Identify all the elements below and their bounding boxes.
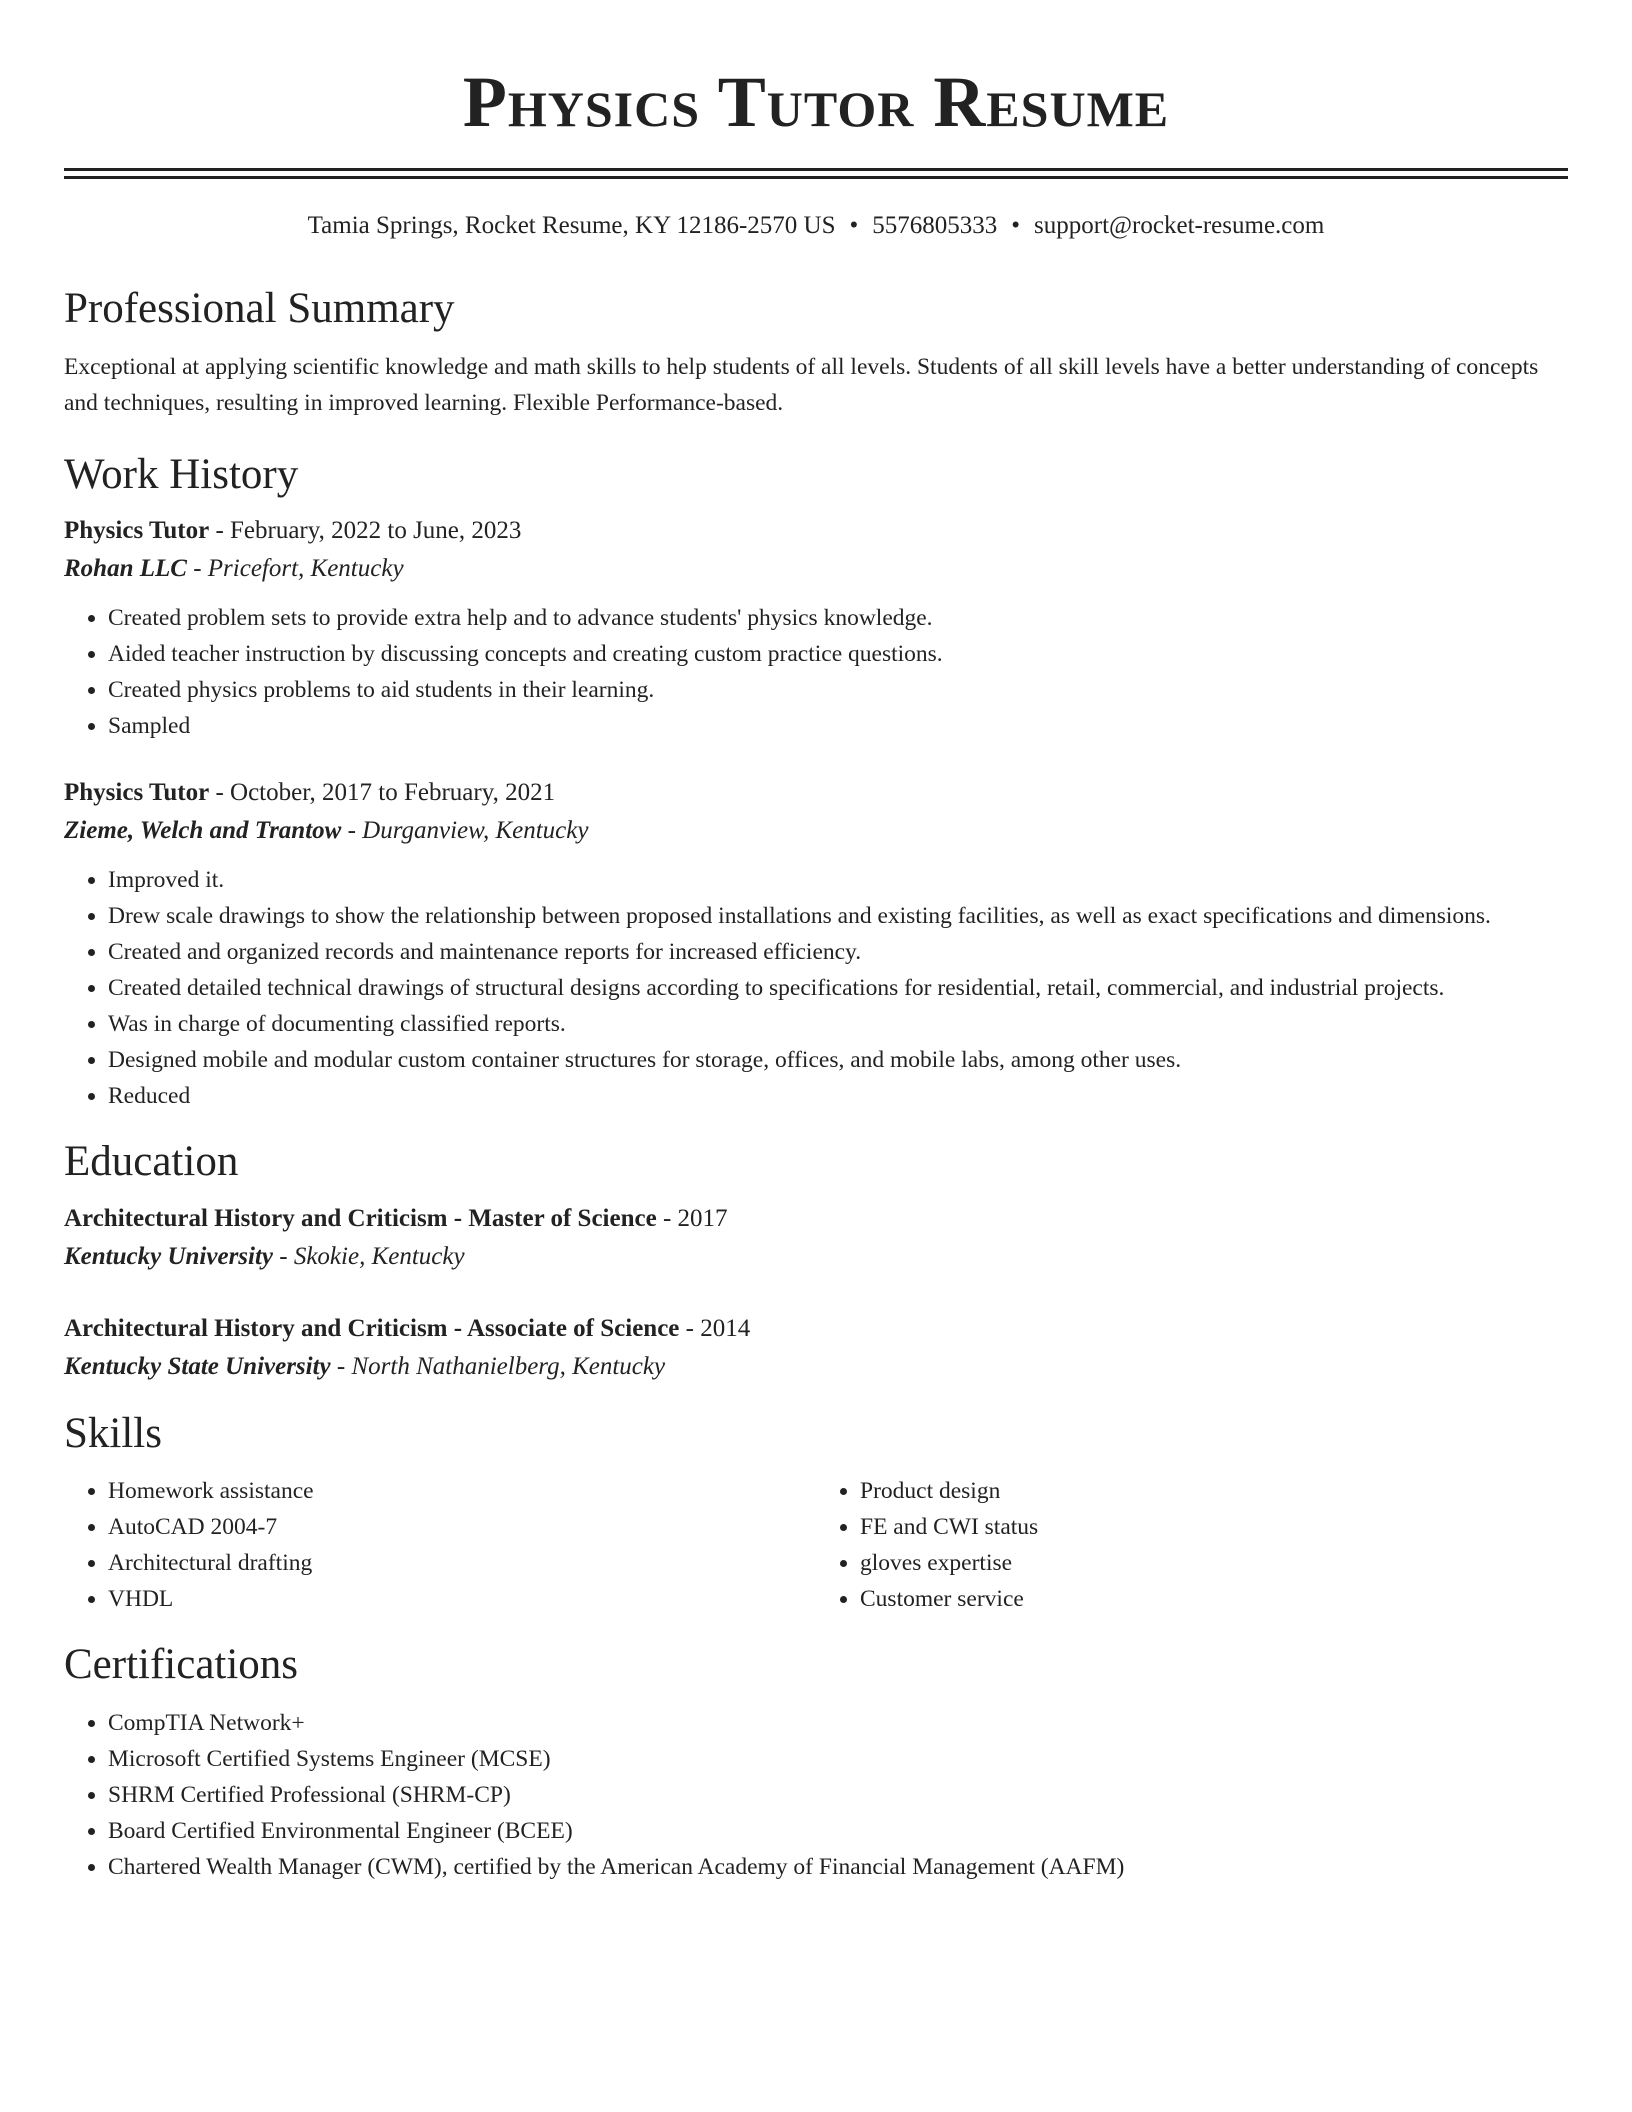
contact-email[interactable]: support@rocket-resume.com [1034,212,1325,239]
job-company: Zieme, Welch and Trantow [64,817,342,845]
education-year: - 2014 [679,1314,751,1342]
job-location: - Durganview, Kentucky [341,817,589,845]
education-degree-line [64,1310,1568,1348]
contact-address: Tamia Springs, Rocket Resume, KY 12186-2570 US [307,212,836,239]
skill-item: • FE and CWI status [860,1509,1568,1545]
certifications-list [64,1705,1568,1885]
job-bullets [64,862,1568,1114]
skills-list-right [816,1473,1568,1617]
resume-title: Physics Tutor Resume [462,62,1170,142]
title-double-rule [64,168,1568,179]
job-bullet: • Drew scale drawings to show the relationship between proposed installations and existing facilities, as well as exact specifications and dimensions. [108,898,1568,934]
job-bullet: • Created physics problems to aid students in their learning. [108,672,1568,708]
certification-item: • Board Certified Environmental Engineer (BCEE) [108,1813,1568,1849]
certification-item: • CompTIA Network+ [108,1705,1568,1741]
contact-separator: • [1011,212,1021,239]
education-degree: Architectural History and Criticism - Associate of Science [64,1314,680,1342]
job-bullet: • Improved it. [108,862,1568,898]
job-company: Rohan LLC [64,555,187,583]
job-entry [64,512,1568,744]
job-title: Physics Tutor [64,517,210,545]
job-bullets [64,600,1568,744]
education-school-line [64,1348,1568,1386]
education-entry [64,1310,1568,1386]
education-school-line [64,1238,1568,1276]
job-bullet: • Created problem sets to provide extra help and to advance students' physics knowledge. [108,600,1568,636]
job-title-line [64,512,1568,550]
contact-separator: • [849,212,859,239]
skill-item: • Customer service [860,1581,1568,1617]
education-school: Kentucky University [64,1242,274,1270]
summary-text: Exceptional at applying scientific knowledge and math skills to help students of all levels. Students of all skill levels have a better understanding of concepts and techniques, resulting in improved learning. Flexible Performance-based. [64,353,1539,416]
skill-item: • gloves expertise [860,1545,1568,1581]
job-company-line [64,812,1568,850]
job-bullet: • Aided teacher instruction by discussing concepts and creating custom practice questions. [108,636,1568,672]
education-degree: Architectural History and Criticism - Master of Science [64,1204,657,1232]
job-title-line [64,774,1568,812]
job-dates: - February, 2022 to June, 2023 [209,517,522,545]
skill-item: • Product design [860,1473,1568,1509]
job-bullet: • Designed mobile and modular custom container structures for storage, offices, and mobile labs, among other uses. [108,1042,1568,1078]
job-location: - Pricefort, Kentucky [186,555,404,583]
education-year: - 2017 [656,1204,728,1232]
education-degree-line [64,1200,1568,1238]
skill-item: • VHDL [108,1581,816,1617]
contact-line [64,211,1568,241]
education-location: - North Nathanielberg, Kentucky [330,1352,666,1380]
contact-phone: 5576805333 [872,212,998,239]
job-bullet: • Was in charge of documenting classified reports. [108,1006,1568,1042]
job-company-line [64,550,1568,588]
education-school: Kentucky State University [64,1352,331,1380]
skills-columns [64,1473,1568,1617]
job-dates: - October, 2017 to February, 2021 [209,779,556,807]
job-bullet: • Reduced [108,1078,1568,1114]
summary-heading: Professional Summary [64,285,455,332]
certifications-heading: Certifications [64,1641,299,1689]
job-title: Physics Tutor [64,779,210,807]
certification-item: • Chartered Wealth Manager (CWM), certified by the American Academy of Financial Management (AAFM) [108,1849,1568,1885]
job-bullet: • Created and organized records and maintenance reports for increased efficiency. [108,934,1568,970]
job-bullet: • Created detailed technical drawings of structural designs according to specifications for residential, retail, commercial, and industrial projects. [108,970,1568,1006]
skills-list-left [64,1473,816,1617]
job-bullet: • Sampled [108,708,1568,744]
skill-item: • Homework assistance [108,1473,816,1509]
skills-heading: Skills [64,1409,162,1457]
education-location: - Skokie, Kentucky [273,1242,465,1270]
work-history-heading: Work History [64,450,299,498]
certification-item: • Microsoft Certified Systems Engineer (MCSE) [108,1741,1568,1777]
skill-item: • AutoCAD 2004-7 [108,1509,816,1545]
job-entry [64,774,1568,1114]
skill-item: • Architectural drafting [108,1545,816,1581]
education-heading: Education [64,1138,239,1186]
certification-item: • SHRM Certified Professional (SHRM-CP) [108,1777,1568,1813]
education-entry [64,1200,1568,1276]
